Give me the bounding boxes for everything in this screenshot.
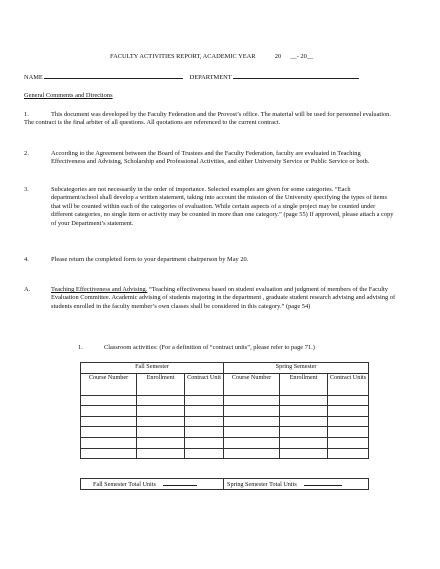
table-cell[interactable] bbox=[224, 437, 280, 448]
section-letter: A. bbox=[24, 286, 31, 293]
table-cell[interactable] bbox=[81, 395, 137, 406]
table-row bbox=[81, 427, 369, 438]
column-header: Contract Units bbox=[328, 373, 369, 395]
table-row bbox=[81, 416, 369, 427]
column-header: Enrollment bbox=[137, 373, 185, 395]
fall-total-label: Fall Semester Total Units bbox=[93, 481, 156, 488]
table-cell[interactable] bbox=[137, 437, 185, 448]
fall-total-cell[interactable] bbox=[81, 479, 224, 490]
table-cell[interactable] bbox=[328, 427, 369, 438]
table-cell[interactable] bbox=[280, 395, 328, 406]
table-cell[interactable] bbox=[280, 448, 328, 459]
table-cell[interactable] bbox=[328, 406, 369, 417]
table-cell[interactable] bbox=[328, 416, 369, 427]
section-a-text: “Teaching effectiveness based on student evaluation and judgment of members of the Faculty Evaluation Committee. Academic advising of students majoring in the department , graduate student research advising and advising of students enrolled in the faculty member’s own classes shall be considered in this category.” (page 54) bbox=[51, 286, 396, 310]
table-body bbox=[81, 395, 369, 459]
table-cell[interactable] bbox=[81, 448, 137, 459]
totals-table bbox=[80, 478, 369, 490]
department-label: DEPARTMENT bbox=[189, 74, 232, 81]
fall-semester-header: Fall Semester bbox=[81, 363, 224, 374]
table-cell[interactable] bbox=[224, 416, 280, 427]
section-a-heading: Teaching Effectiveness and Advising. bbox=[51, 286, 148, 293]
table-cell[interactable] bbox=[81, 416, 137, 427]
table-row bbox=[81, 395, 369, 406]
table-cell[interactable] bbox=[224, 406, 280, 417]
table-cell[interactable] bbox=[185, 427, 224, 438]
column-header: Contract Unit bbox=[185, 373, 224, 395]
table-cell[interactable] bbox=[280, 427, 328, 438]
list-item bbox=[24, 150, 396, 176]
table-cell[interactable] bbox=[224, 427, 280, 438]
table-cell[interactable] bbox=[185, 406, 224, 417]
item-text: This document was developed by the Faculty Federation and the Provost’s office. The material will be used for personnel evaluation. The contract is the final arbiter of all questions. All quotations are referenced to the current contract. bbox=[24, 111, 391, 127]
column-header: Course Number bbox=[224, 373, 280, 395]
title-text: FACULTY ACTIVITIES REPORT, ACADEMIC YEAR bbox=[110, 53, 256, 60]
table-cell[interactable] bbox=[137, 448, 185, 459]
fall-total-field[interactable] bbox=[163, 479, 197, 486]
subsection-text: Classroom activities: (For a definition of “contract units”, please refer to page 71.) bbox=[104, 344, 315, 351]
classroom-activities-table bbox=[80, 362, 369, 459]
section-heading: General Comments and Directions bbox=[24, 92, 113, 99]
spring-semester-header: Spring Semester bbox=[224, 363, 369, 374]
section-a-body bbox=[51, 286, 396, 311]
year-blank: __- 20__ bbox=[290, 53, 314, 60]
table-row bbox=[81, 437, 369, 448]
spring-total-field[interactable] bbox=[304, 479, 342, 486]
table-cell[interactable] bbox=[328, 437, 369, 448]
table-cell[interactable] bbox=[81, 427, 137, 438]
table-cell[interactable] bbox=[81, 437, 137, 448]
list-item bbox=[24, 256, 396, 266]
year-prefix: 20 bbox=[274, 53, 282, 60]
spring-total-cell[interactable] bbox=[224, 479, 369, 490]
table-cell[interactable] bbox=[328, 395, 369, 406]
subsection-classroom bbox=[78, 344, 315, 352]
item-text: According to the Agreement between the Board of Trustees and the Faculty Federation, faculty are evaluated in Teaching Effectiveness and Advising, Scholarship and Professional Activities, and either University Service or Public Service or both. bbox=[51, 150, 370, 166]
column-header: Course Number bbox=[81, 373, 137, 395]
column-header: Enrollment bbox=[280, 373, 328, 395]
table-cell[interactable] bbox=[185, 416, 224, 427]
name-department-row bbox=[24, 72, 359, 82]
report-title bbox=[110, 53, 313, 61]
name-field[interactable] bbox=[44, 72, 183, 79]
table-cell[interactable] bbox=[185, 448, 224, 459]
table-cell[interactable] bbox=[224, 448, 280, 459]
subsection-number: 1. bbox=[78, 344, 83, 351]
table-cell[interactable] bbox=[224, 395, 280, 406]
table-cell[interactable] bbox=[137, 427, 185, 438]
section-a bbox=[24, 286, 396, 326]
table-cell[interactable] bbox=[280, 406, 328, 417]
table-cell[interactable] bbox=[137, 406, 185, 417]
table-cell[interactable] bbox=[328, 448, 369, 459]
table-cell[interactable] bbox=[137, 395, 185, 406]
item-text: Please return the completed form to your department chairperson by May 20. bbox=[51, 256, 249, 263]
list-item bbox=[24, 111, 396, 135]
table-cell[interactable] bbox=[280, 416, 328, 427]
table-row bbox=[81, 406, 369, 417]
name-label: NAME bbox=[24, 74, 43, 81]
item-text: Subcategories are not necessarily in the order of importance. Selected examples are given for some categories. “Each department/school shall develop a written statement, taking into account the mission of the University specifying the types of items that will be counted within each of the categories of evaluation. While certain aspects of a single project may be counted under different categories, no single item or activity may be counted in more than one category.” (page 55) If approved, please attach a copy of your Department’s statement. bbox=[51, 186, 394, 227]
department-field[interactable] bbox=[233, 72, 359, 79]
item-number: 2. bbox=[24, 150, 29, 157]
list-item bbox=[24, 186, 396, 246]
table-cell[interactable] bbox=[137, 416, 185, 427]
spring-total-label: Spring Semester Total Units bbox=[227, 481, 297, 488]
table-cell[interactable] bbox=[185, 437, 224, 448]
table-cell[interactable] bbox=[185, 395, 224, 406]
item-number: 1. bbox=[24, 111, 29, 118]
item-number: 4. bbox=[24, 256, 29, 263]
table-cell[interactable] bbox=[81, 406, 137, 417]
table-row bbox=[81, 448, 369, 459]
item-number: 3. bbox=[24, 186, 29, 193]
table-cell[interactable] bbox=[280, 437, 328, 448]
